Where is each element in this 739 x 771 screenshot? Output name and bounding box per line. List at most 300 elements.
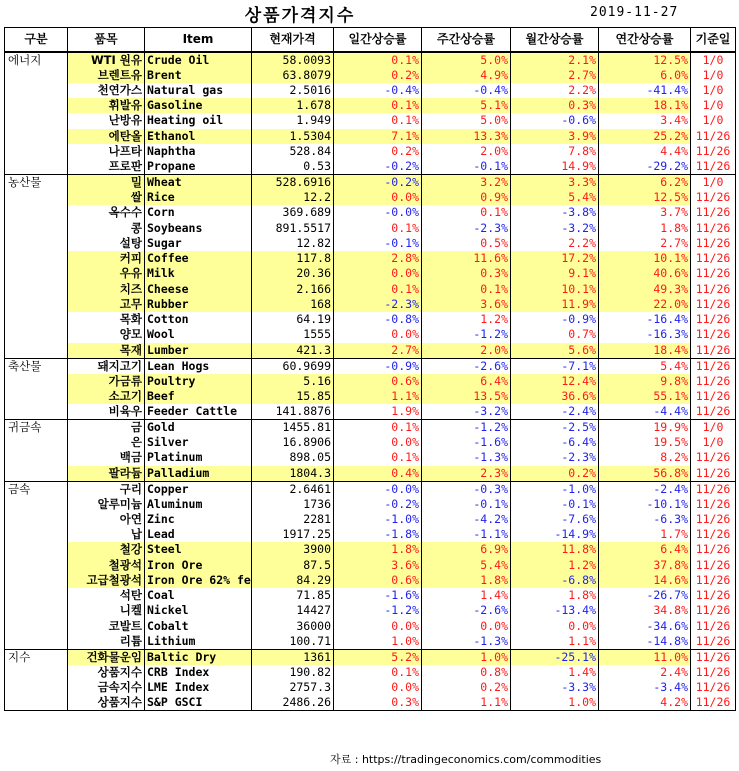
table-row — [5, 98, 736, 113]
weekly-change-cell: 13.5% — [422, 389, 511, 404]
yearly-change-cell: 55.1% — [599, 389, 691, 404]
yearly-change-cell: 8.2% — [599, 450, 691, 465]
table-row — [5, 358, 736, 374]
yearly-change-cell: -29.2% — [599, 159, 691, 175]
base-date-cell: 11/26 — [691, 312, 736, 327]
item-en-cell: Zinc — [145, 512, 252, 527]
daily-change-cell: 1.1% — [334, 389, 422, 404]
header-yearly: 연간상승률 — [599, 28, 691, 52]
base-date-cell: 11/26 — [691, 527, 736, 542]
monthly-change-cell: -3.3% — [511, 680, 599, 695]
table-row — [5, 512, 736, 527]
monthly-change-cell: 2.2% — [511, 236, 599, 251]
daily-change-cell: -0.4% — [334, 83, 422, 98]
weekly-change-cell: -0.1% — [422, 497, 511, 512]
item-en-cell: Cotton — [145, 312, 252, 327]
category-cell: 금속 — [5, 481, 68, 649]
header-item-kr: 품목 — [68, 28, 145, 52]
price-cell: 87.5 — [252, 558, 334, 573]
weekly-change-cell: 0.1% — [422, 282, 511, 297]
base-date-cell: 11/26 — [691, 558, 736, 573]
monthly-change-cell: 1.1% — [511, 634, 599, 650]
monthly-change-cell: -2.3% — [511, 450, 599, 465]
base-date-cell: 11/26 — [691, 634, 736, 650]
daily-change-cell: 0.1% — [334, 450, 422, 465]
item-en-cell: S&P GSCI — [145, 695, 252, 711]
item-en-cell: Wheat — [145, 175, 252, 191]
monthly-change-cell: -6.4% — [511, 435, 599, 450]
daily-change-cell: -0.2% — [334, 497, 422, 512]
table-row — [5, 558, 736, 573]
table-row — [5, 251, 736, 266]
daily-change-cell: 1.8% — [334, 542, 422, 557]
weekly-change-cell: 0.9% — [422, 190, 511, 205]
daily-change-cell: -2.3% — [334, 297, 422, 312]
monthly-change-cell: -1.0% — [511, 481, 599, 497]
monthly-change-cell: 11.9% — [511, 297, 599, 312]
monthly-change-cell: -2.5% — [511, 420, 599, 436]
table-row — [5, 113, 736, 128]
monthly-change-cell: -3.8% — [511, 205, 599, 220]
base-date-cell: 11/26 — [691, 358, 736, 374]
weekly-change-cell: -1.6% — [422, 435, 511, 450]
weekly-change-cell: -4.2% — [422, 512, 511, 527]
item-en-cell: Iron Ore — [145, 558, 252, 573]
item-en-cell: Wool — [145, 327, 252, 342]
yearly-change-cell: 12.5% — [599, 190, 691, 205]
table-row — [5, 327, 736, 342]
base-date-cell: 1/0 — [691, 83, 736, 98]
daily-change-cell: 0.2% — [334, 144, 422, 159]
item-kr-cell: 백금 — [68, 450, 145, 465]
monthly-change-cell: 1.2% — [511, 558, 599, 573]
price-cell: 58.0093 — [252, 52, 334, 68]
yearly-change-cell: -16.3% — [599, 327, 691, 342]
monthly-change-cell: 2.2% — [511, 83, 599, 98]
table-row — [5, 205, 736, 220]
weekly-change-cell: 5.0% — [422, 52, 511, 68]
table-row — [5, 68, 736, 83]
monthly-change-cell: -0.9% — [511, 312, 599, 327]
yearly-change-cell: -41.4% — [599, 83, 691, 98]
item-en-cell: Gasoline — [145, 98, 252, 113]
item-en-cell: Soybeans — [145, 221, 252, 236]
item-kr-cell: 콩 — [68, 221, 145, 236]
item-en-cell: Beef — [145, 389, 252, 404]
price-cell: 1.678 — [252, 98, 334, 113]
price-cell: 15.85 — [252, 389, 334, 404]
weekly-change-cell: 6.4% — [422, 374, 511, 389]
daily-change-cell: -0.9% — [334, 358, 422, 374]
monthly-change-cell: 9.1% — [511, 266, 599, 281]
monthly-change-cell: 5.4% — [511, 190, 599, 205]
yearly-change-cell: -2.4% — [599, 481, 691, 497]
item-kr-cell: 천연가스 — [68, 83, 145, 98]
item-kr-cell: 소고기 — [68, 389, 145, 404]
weekly-change-cell: 0.1% — [422, 205, 511, 220]
table-row — [5, 404, 736, 420]
base-date-cell: 1/0 — [691, 68, 736, 83]
price-cell: 100.71 — [252, 634, 334, 650]
monthly-change-cell: -6.8% — [511, 573, 599, 588]
item-kr-cell: 옥수수 — [68, 205, 145, 220]
page-title: 상품가격지수 — [244, 6, 356, 26]
base-date-cell: 11/26 — [691, 404, 736, 420]
monthly-change-cell: 1.0% — [511, 695, 599, 711]
weekly-change-cell: 3.2% — [422, 175, 511, 191]
yearly-change-cell: 25.2% — [599, 129, 691, 144]
daily-change-cell: 1.9% — [334, 404, 422, 420]
table-row — [5, 190, 736, 205]
daily-change-cell: 0.2% — [334, 68, 422, 83]
weekly-change-cell: 2.0% — [422, 343, 511, 359]
monthly-change-cell: -13.4% — [511, 603, 599, 618]
table-row — [5, 527, 736, 542]
item-en-cell: Aluminum — [145, 497, 252, 512]
price-cell: 0.53 — [252, 159, 334, 175]
yearly-change-cell: -10.1% — [599, 497, 691, 512]
monthly-change-cell: 2.1% — [511, 52, 599, 68]
weekly-change-cell: -2.6% — [422, 358, 511, 374]
yearly-change-cell: -34.6% — [599, 619, 691, 634]
price-cell: 1.5304 — [252, 129, 334, 144]
item-kr-cell: 고무 — [68, 297, 145, 312]
price-cell: 891.5517 — [252, 221, 334, 236]
item-en-cell: Naphtha — [145, 144, 252, 159]
item-kr-cell: 양모 — [68, 327, 145, 342]
daily-change-cell: 0.0% — [334, 619, 422, 634]
yearly-change-cell: 40.6% — [599, 266, 691, 281]
daily-change-cell: 1.0% — [334, 634, 422, 650]
item-kr-cell: 고급철광석 — [68, 573, 145, 588]
price-cell: 1455.81 — [252, 420, 334, 436]
base-date-cell: 1/0 — [691, 175, 736, 191]
item-en-cell: Ethanol — [145, 129, 252, 144]
daily-change-cell: 0.0% — [334, 680, 422, 695]
daily-change-cell: 0.3% — [334, 695, 422, 711]
weekly-change-cell: 4.9% — [422, 68, 511, 83]
category-cell: 에너지 — [5, 52, 68, 175]
item-en-cell: Propane — [145, 159, 252, 175]
weekly-change-cell: 5.4% — [422, 558, 511, 573]
daily-change-cell: -0.8% — [334, 312, 422, 327]
base-date-cell: 11/26 — [691, 588, 736, 603]
price-cell: 16.8906 — [252, 435, 334, 450]
table-row — [5, 266, 736, 281]
monthly-change-cell: 17.2% — [511, 251, 599, 266]
item-kr-cell: 돼지고기 — [68, 358, 145, 374]
header-item-en: Item — [145, 28, 252, 52]
price-cell: 528.6916 — [252, 175, 334, 191]
daily-change-cell: -1.0% — [334, 512, 422, 527]
table-row — [5, 236, 736, 251]
item-en-cell: Baltic Dry — [145, 649, 252, 665]
weekly-change-cell: 1.1% — [422, 695, 511, 711]
price-cell: 5.16 — [252, 374, 334, 389]
item-kr-cell: 우유 — [68, 266, 145, 281]
item-kr-cell: 은 — [68, 435, 145, 450]
header-monthly: 월간상승률 — [511, 28, 599, 52]
table-row — [5, 542, 736, 557]
table-row — [5, 649, 736, 665]
monthly-change-cell: 3.9% — [511, 129, 599, 144]
daily-change-cell: -0.0% — [334, 481, 422, 497]
table-row — [5, 588, 736, 603]
base-date-cell: 11/26 — [691, 389, 736, 404]
item-kr-cell: 커피 — [68, 251, 145, 266]
daily-change-cell: 0.1% — [334, 282, 422, 297]
base-date-cell: 11/26 — [691, 466, 736, 482]
price-cell: 117.8 — [252, 251, 334, 266]
daily-change-cell: 0.0% — [334, 435, 422, 450]
base-date-cell: 11/26 — [691, 159, 736, 175]
yearly-change-cell: 2.7% — [599, 236, 691, 251]
price-cell: 190.82 — [252, 665, 334, 680]
item-en-cell: Rice — [145, 190, 252, 205]
base-date-cell: 11/26 — [691, 190, 736, 205]
yearly-change-cell: 11.0% — [599, 649, 691, 665]
table-row — [5, 603, 736, 618]
yearly-change-cell: 9.8% — [599, 374, 691, 389]
item-en-cell: Crude Oil — [145, 52, 252, 68]
weekly-change-cell: 0.2% — [422, 680, 511, 695]
yearly-change-cell: -3.4% — [599, 680, 691, 695]
base-date-cell: 11/26 — [691, 649, 736, 665]
monthly-change-cell: 1.4% — [511, 665, 599, 680]
item-kr-cell: 상품지수 — [68, 665, 145, 680]
item-en-cell: Silver — [145, 435, 252, 450]
price-cell: 2.6461 — [252, 481, 334, 497]
base-date-cell: 11/26 — [691, 374, 736, 389]
daily-change-cell: -1.2% — [334, 603, 422, 618]
price-cell: 898.05 — [252, 450, 334, 465]
yearly-change-cell: 1.7% — [599, 527, 691, 542]
weekly-change-cell: 0.0% — [422, 619, 511, 634]
daily-change-cell: -1.8% — [334, 527, 422, 542]
item-en-cell: Copper — [145, 481, 252, 497]
price-cell: 1917.25 — [252, 527, 334, 542]
price-cell: 71.85 — [252, 588, 334, 603]
base-date-cell: 11/26 — [691, 343, 736, 359]
item-kr-cell: 코발트 — [68, 619, 145, 634]
monthly-change-cell: -7.6% — [511, 512, 599, 527]
item-en-cell: Lithium — [145, 634, 252, 650]
weekly-change-cell: -0.4% — [422, 83, 511, 98]
monthly-change-cell: -2.4% — [511, 404, 599, 420]
base-date-cell: 11/26 — [691, 236, 736, 251]
price-cell: 369.689 — [252, 205, 334, 220]
daily-change-cell: 0.1% — [334, 113, 422, 128]
monthly-change-cell: 10.1% — [511, 282, 599, 297]
item-en-cell: Natural gas — [145, 83, 252, 98]
table-row — [5, 312, 736, 327]
yearly-change-cell: 14.6% — [599, 573, 691, 588]
price-cell: 2281 — [252, 512, 334, 527]
daily-change-cell: 2.7% — [334, 343, 422, 359]
item-kr-cell: 브렌트유 — [68, 68, 145, 83]
item-kr-cell: 쌀 — [68, 190, 145, 205]
base-date-cell: 1/0 — [691, 420, 736, 436]
item-kr-cell: 밀 — [68, 175, 145, 191]
item-en-cell: Palladium — [145, 466, 252, 482]
weekly-change-cell: 1.2% — [422, 312, 511, 327]
item-kr-cell: 철강 — [68, 542, 145, 557]
category-cell: 귀금속 — [5, 420, 68, 482]
table-row — [5, 481, 736, 497]
table-row — [5, 175, 736, 191]
table-row — [5, 83, 736, 98]
item-en-cell: LME Index — [145, 680, 252, 695]
item-en-cell: Coffee — [145, 251, 252, 266]
item-kr-cell: 철광석 — [68, 558, 145, 573]
monthly-change-cell: -14.9% — [511, 527, 599, 542]
yearly-change-cell: 6.4% — [599, 542, 691, 557]
weekly-change-cell: 5.0% — [422, 113, 511, 128]
item-kr-cell: 휘발유 — [68, 98, 145, 113]
yearly-change-cell: 10.1% — [599, 251, 691, 266]
base-date-cell: 11/26 — [691, 680, 736, 695]
weekly-change-cell: 13.3% — [422, 129, 511, 144]
table-row — [5, 221, 736, 236]
price-cell: 2486.26 — [252, 695, 334, 711]
weekly-change-cell: -1.3% — [422, 634, 511, 650]
weekly-change-cell: 3.6% — [422, 297, 511, 312]
item-kr-cell: 나프타 — [68, 144, 145, 159]
price-cell: 2.166 — [252, 282, 334, 297]
daily-change-cell: 0.6% — [334, 573, 422, 588]
price-cell: 168 — [252, 297, 334, 312]
header-price: 현재가격 — [252, 28, 334, 52]
base-date-cell: 11/26 — [691, 251, 736, 266]
table-row — [5, 52, 736, 68]
weekly-change-cell: -0.3% — [422, 481, 511, 497]
table-row — [5, 129, 736, 144]
table-row — [5, 466, 736, 482]
item-en-cell: Lumber — [145, 343, 252, 359]
price-cell: 2.5016 — [252, 83, 334, 98]
table-row — [5, 144, 736, 159]
yearly-change-cell: 49.3% — [599, 282, 691, 297]
price-cell: 1804.3 — [252, 466, 334, 482]
base-date-cell: 11/26 — [691, 573, 736, 588]
item-en-cell: Corn — [145, 205, 252, 220]
weekly-change-cell: -2.6% — [422, 603, 511, 618]
weekly-change-cell: 0.8% — [422, 665, 511, 680]
item-kr-cell: 구리 — [68, 481, 145, 497]
daily-change-cell: 0.6% — [334, 374, 422, 389]
item-en-cell: Coal — [145, 588, 252, 603]
daily-change-cell: 3.6% — [334, 558, 422, 573]
base-date-cell: 1/0 — [691, 435, 736, 450]
yearly-change-cell: 19.5% — [599, 435, 691, 450]
base-date-cell: 11/26 — [691, 497, 736, 512]
yearly-change-cell: 4.4% — [599, 144, 691, 159]
table-row — [5, 665, 736, 680]
item-kr-cell: 난방유 — [68, 113, 145, 128]
price-cell: 421.3 — [252, 343, 334, 359]
monthly-change-cell: -25.1% — [511, 649, 599, 665]
base-date-cell: 11/26 — [691, 205, 736, 220]
weekly-change-cell: 5.1% — [422, 98, 511, 113]
header-category: 구분 — [5, 28, 68, 52]
price-cell: 36000 — [252, 619, 334, 634]
base-date-cell: 11/26 — [691, 619, 736, 634]
yearly-change-cell: 5.4% — [599, 358, 691, 374]
item-en-cell: Cobalt — [145, 619, 252, 634]
table-row — [5, 389, 736, 404]
monthly-change-cell: 3.3% — [511, 175, 599, 191]
base-date-cell: 1/0 — [691, 113, 736, 128]
base-date-cell: 11/26 — [691, 282, 736, 297]
table-row — [5, 374, 736, 389]
item-kr-cell: 설탕 — [68, 236, 145, 251]
table-header-row — [5, 28, 736, 52]
weekly-change-cell: -1.1% — [422, 527, 511, 542]
item-kr-cell: WTI 원유 — [68, 52, 145, 68]
yearly-change-cell: 34.8% — [599, 603, 691, 618]
yearly-change-cell: 18.1% — [599, 98, 691, 113]
yearly-change-cell: 2.4% — [599, 665, 691, 680]
category-cell: 지수 — [5, 649, 68, 711]
yearly-change-cell: 6.0% — [599, 68, 691, 83]
item-en-cell: Iron Ore 62% fe — [145, 573, 252, 588]
item-kr-cell: 비육우 — [68, 404, 145, 420]
commodity-price-table — [4, 27, 736, 711]
table-row — [5, 695, 736, 711]
item-kr-cell: 치즈 — [68, 282, 145, 297]
item-kr-cell: 프로판 — [68, 159, 145, 175]
daily-change-cell: -0.0% — [334, 205, 422, 220]
item-kr-cell: 아연 — [68, 512, 145, 527]
weekly-change-cell: 1.4% — [422, 588, 511, 603]
base-date-cell: 11/26 — [691, 450, 736, 465]
price-cell: 1361 — [252, 649, 334, 665]
base-date-cell: 11/26 — [691, 512, 736, 527]
weekly-change-cell: 1.0% — [422, 649, 511, 665]
monthly-change-cell: 2.7% — [511, 68, 599, 83]
weekly-change-cell: 11.6% — [422, 251, 511, 266]
price-cell: 64.19 — [252, 312, 334, 327]
table-row — [5, 680, 736, 695]
item-kr-cell: 에탄올 — [68, 129, 145, 144]
weekly-change-cell: 6.9% — [422, 542, 511, 557]
weekly-change-cell: -1.3% — [422, 450, 511, 465]
weekly-change-cell: -1.2% — [422, 420, 511, 436]
monthly-change-cell: 5.6% — [511, 343, 599, 359]
yearly-change-cell: 3.4% — [599, 113, 691, 128]
daily-change-cell: 2.8% — [334, 251, 422, 266]
yearly-change-cell: -4.4% — [599, 404, 691, 420]
base-date-cell: 11/26 — [691, 266, 736, 281]
monthly-change-cell: 0.3% — [511, 98, 599, 113]
item-en-cell: Platinum — [145, 450, 252, 465]
price-cell: 12.82 — [252, 236, 334, 251]
yearly-change-cell: 1.8% — [599, 221, 691, 236]
weekly-change-cell: 0.3% — [422, 266, 511, 281]
table-row — [5, 497, 736, 512]
table-body — [5, 52, 736, 711]
price-cell: 1555 — [252, 327, 334, 342]
daily-change-cell: 5.2% — [334, 649, 422, 665]
item-kr-cell: 알루미늄 — [68, 497, 145, 512]
table-row — [5, 450, 736, 465]
weekly-change-cell: 2.0% — [422, 144, 511, 159]
item-kr-cell: 금 — [68, 420, 145, 436]
price-cell: 3900 — [252, 542, 334, 557]
weekly-change-cell: -1.2% — [422, 327, 511, 342]
item-kr-cell: 금속지수 — [68, 680, 145, 695]
header-weekly: 주간상승률 — [422, 28, 511, 52]
